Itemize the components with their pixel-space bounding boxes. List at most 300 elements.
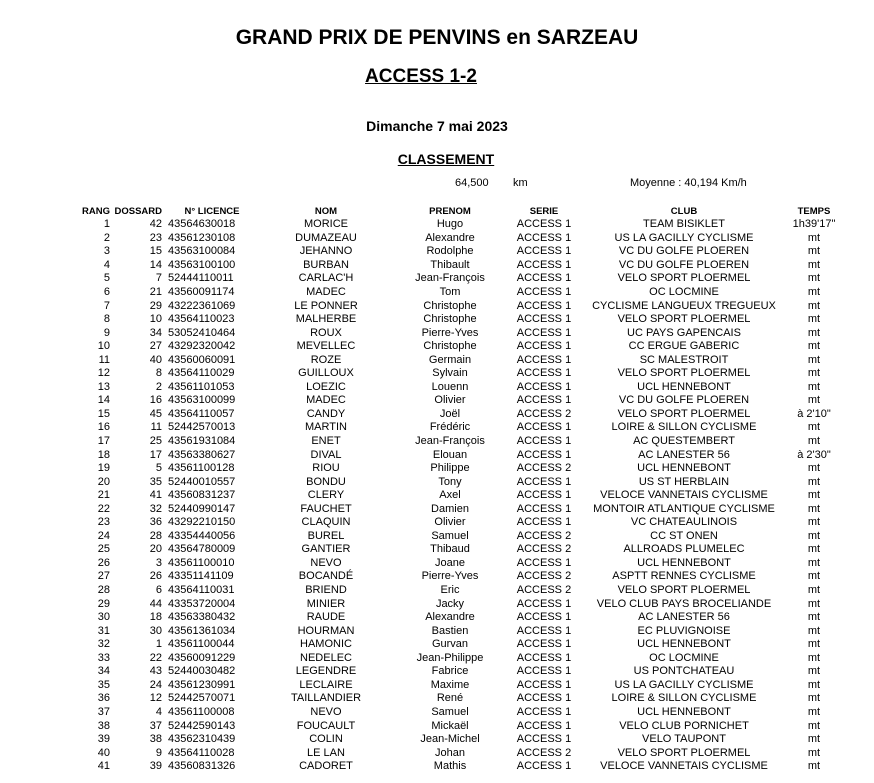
table-row xyxy=(78,733,844,747)
cell-licence: 53052410464 xyxy=(168,326,236,339)
cell-club: ASPTT RENNES CYCLISME xyxy=(612,570,756,583)
cell-dossard: 41 xyxy=(149,489,162,502)
table-row xyxy=(78,326,844,340)
cell-club: LOIRE & SILLON CYCLISME xyxy=(611,421,757,434)
cell-club: UCL HENNEBONT xyxy=(637,638,731,651)
cell-nom: BRIEND xyxy=(305,584,347,597)
cell-temps: mt xyxy=(807,489,821,502)
cell-prenom: Rodolphe xyxy=(426,245,474,258)
table-row xyxy=(78,516,844,530)
table-row xyxy=(78,367,844,381)
cell-temps: mt xyxy=(807,353,821,366)
table-row xyxy=(78,760,844,774)
cell-club: AC LANESTER 56 xyxy=(638,611,730,624)
cell-nom: BOCANDÉ xyxy=(298,570,354,583)
cell-licence: 43354440056 xyxy=(168,529,236,542)
cell-nom: RIOU xyxy=(312,462,340,475)
table-row xyxy=(78,259,844,273)
cell-prenom: René xyxy=(436,692,464,705)
cell-dossard: 9 xyxy=(155,746,162,759)
cell-prenom: Gurvan xyxy=(431,638,469,651)
cell-temps: mt xyxy=(807,231,821,244)
cell-licence: 52440030482 xyxy=(168,665,236,678)
cell-serie: ACCESS 1 xyxy=(516,340,572,353)
cell-nom: ROUX xyxy=(310,326,342,339)
cell-nom: ROZE xyxy=(310,353,342,366)
cell-nom: COLIN xyxy=(309,733,343,746)
cell-licence: 43562310439 xyxy=(168,733,236,746)
cell-dossard: 39 xyxy=(149,760,162,773)
cell-club: AC QUESTEMBERT xyxy=(633,435,735,448)
cell-dossard: 8 xyxy=(155,367,162,380)
cell-prenom: Tom xyxy=(439,286,461,298)
cell-temps: mt xyxy=(807,502,821,515)
cell-dossard: 38 xyxy=(149,733,162,746)
table-row xyxy=(78,218,844,232)
table-row xyxy=(78,489,844,503)
cell-prenom: Axel xyxy=(439,489,461,502)
cell-licence: 43564110023 xyxy=(168,313,235,326)
cell-licence: 52442570013 xyxy=(168,421,236,434)
cell-temps: mt xyxy=(807,475,821,488)
cell-licence: 43561100008 xyxy=(168,705,235,718)
cell-club: VELO SPORT PLOERMEL xyxy=(617,313,751,326)
cell-nom: BUREL xyxy=(307,529,345,542)
cell-nom: DIVAL xyxy=(310,448,342,461)
cell-rang: 12 xyxy=(97,367,110,380)
cell-nom: NEVO xyxy=(310,556,342,569)
race-date: Dimanche 7 mai 2023 xyxy=(366,118,508,134)
cell-nom: MARTIN xyxy=(305,421,347,434)
cell-club: CC ERGUE GABERIC xyxy=(628,340,740,353)
cell-club: MONTOIR ATLANTIQUE CYCLISME xyxy=(593,502,775,515)
cell-nom: GANTIER xyxy=(301,543,351,556)
col-header-club: CLUB xyxy=(670,205,698,217)
cell-licence: 43292210150 xyxy=(168,516,236,529)
page-title: GRAND PRIX DE PENVINS en SARZEAU xyxy=(235,26,639,49)
cell-temps: à 2'10" xyxy=(797,407,831,420)
cell-serie: ACCESS 1 xyxy=(516,286,572,298)
cell-temps: mt xyxy=(807,367,821,380)
cell-licence: 43564780009 xyxy=(168,543,236,556)
cell-club: VELOCE VANNETAIS CYCLISME xyxy=(600,489,768,502)
cell-dossard: 21 xyxy=(149,286,162,298)
col-header-prenom: PRENOM xyxy=(429,205,471,217)
distance-unit: km xyxy=(513,177,528,189)
table-row xyxy=(78,597,844,611)
cell-nom: NEVO xyxy=(310,705,342,718)
cell-licence: 43351141109 xyxy=(168,570,234,583)
cell-rang: 2 xyxy=(103,231,110,244)
table-row xyxy=(78,299,844,313)
cell-club: LOIRE & SILLON CYCLISME xyxy=(611,692,757,705)
table-row xyxy=(78,652,844,666)
table-row xyxy=(78,475,844,489)
cell-serie: ACCESS 1 xyxy=(516,760,572,773)
cell-licence: 43561100010 xyxy=(168,556,235,569)
cell-temps: mt xyxy=(807,435,821,448)
cell-dossard: 6 xyxy=(155,584,162,597)
cell-serie: ACCESS 1 xyxy=(516,597,572,610)
cell-club: UCL HENNEBONT xyxy=(637,462,731,475)
cell-club: UCL HENNEBONT xyxy=(637,380,731,393)
cell-dossard: 28 xyxy=(149,529,162,542)
cell-rang: 41 xyxy=(97,760,110,773)
table-row xyxy=(78,408,844,422)
cell-dossard: 3 xyxy=(155,556,162,569)
cell-serie: ACCESS 1 xyxy=(516,394,572,407)
cell-club: UCL HENNEBONT xyxy=(637,556,731,569)
cell-club: VC DU GOLFE PLOEREN xyxy=(618,394,750,407)
cell-dossard: 2 xyxy=(155,380,162,393)
col-header-licence: N° LICENCE xyxy=(184,205,240,217)
cell-temps: mt xyxy=(807,692,821,705)
cell-club: US LA GACILLY CYCLISME xyxy=(614,231,754,244)
cell-club: VELO SPORT PLOERMEL xyxy=(617,584,751,597)
cell-temps: mt xyxy=(807,570,821,583)
cell-temps: mt xyxy=(807,597,821,610)
cell-rang: 37 xyxy=(97,705,110,718)
cell-licence: 43564110031 xyxy=(168,584,235,597)
cell-prenom: Thibault xyxy=(430,258,470,271)
cell-serie: ACCESS 1 xyxy=(516,556,572,569)
cell-club: VELO SPORT PLOERMEL xyxy=(617,407,751,420)
cell-temps: mt xyxy=(807,394,821,407)
cell-rang: 7 xyxy=(103,299,110,312)
cell-nom: MORICE xyxy=(304,218,348,231)
col-header-dossard: DOSSARD xyxy=(114,205,162,217)
cell-club: SC MALESTROIT xyxy=(639,353,729,366)
cell-nom: RAUDE xyxy=(306,611,346,624)
table-row xyxy=(78,638,844,652)
table-row xyxy=(78,530,844,544)
col-header-nom: NOM xyxy=(314,205,338,217)
cell-nom: HAMONIC xyxy=(300,638,352,651)
cell-serie: ACCESS 1 xyxy=(516,516,572,529)
cell-dossard: 12 xyxy=(149,692,162,705)
cell-licence: 43560831326 xyxy=(168,760,236,773)
table-row xyxy=(78,624,844,638)
table-header-row xyxy=(78,204,844,218)
cell-rang: 21 xyxy=(97,489,110,502)
cell-prenom: Philippe xyxy=(430,462,470,475)
cell-licence: 43561361034 xyxy=(168,624,236,637)
cell-prenom: Christophe xyxy=(423,340,477,353)
cell-prenom: Samuel xyxy=(431,705,469,718)
cell-nom: BONDU xyxy=(306,475,346,488)
table-row xyxy=(78,421,844,435)
cell-dossard: 23 xyxy=(149,231,162,244)
cell-nom: CANDY xyxy=(306,407,346,420)
cell-temps: mt xyxy=(807,516,821,529)
cell-serie: ACCESS 1 xyxy=(516,719,572,732)
cell-licence: 43561101053 xyxy=(168,380,235,393)
table-row xyxy=(78,381,844,395)
cell-club: TEAM BISIKLET xyxy=(643,218,725,231)
table-row xyxy=(78,706,844,720)
cell-prenom: Johan xyxy=(435,746,465,759)
cell-temps: mt xyxy=(807,543,821,556)
cell-licence: 43560060091 xyxy=(168,353,236,366)
cell-dossard: 27 xyxy=(149,340,162,353)
cell-nom: DUMAZEAU xyxy=(295,231,357,244)
cell-dossard: 1 xyxy=(155,638,162,651)
cell-licence: 52442590143 xyxy=(168,719,236,732)
cell-rang: 30 xyxy=(97,611,110,624)
cell-temps: mt xyxy=(807,272,821,285)
table-row xyxy=(78,448,844,462)
cell-rang: 29 xyxy=(97,597,110,610)
cell-rang: 23 xyxy=(97,516,110,529)
table-row xyxy=(78,611,844,625)
table-row xyxy=(78,313,844,327)
cell-club: VELO TAUPONT xyxy=(642,733,726,746)
cell-serie: ACCESS 1 xyxy=(516,502,572,515)
cell-rang: 10 xyxy=(97,340,110,353)
cell-dossard: 35 xyxy=(149,475,162,488)
cell-licence: 43353720004 xyxy=(168,597,236,610)
cell-licence: 43563100084 xyxy=(168,245,236,258)
cell-nom: ENET xyxy=(311,435,341,448)
cell-prenom: Jean-François xyxy=(415,272,485,285)
col-header-serie: SERIE xyxy=(529,205,559,217)
cell-nom: CADORET xyxy=(299,760,353,773)
cell-club: VELO CLUB PORNICHET xyxy=(619,719,749,732)
cell-prenom: Christophe xyxy=(423,313,477,326)
cell-prenom: Joël xyxy=(439,407,461,420)
cell-prenom: Hugo xyxy=(436,218,464,231)
cell-rang: 38 xyxy=(97,719,110,732)
cell-prenom: Bastien xyxy=(431,624,469,637)
cell-licence: 43564110057 xyxy=(168,407,235,420)
cell-prenom: Pierre-Yves xyxy=(421,326,479,339)
cell-nom: BURBAN xyxy=(303,258,349,271)
cell-club: VC DU GOLFE PLOEREN xyxy=(618,258,750,271)
cell-nom: NEDELEC xyxy=(300,651,352,664)
cell-club: US LA GACILLY CYCLISME xyxy=(614,678,754,691)
cell-club: CC ST ONEN xyxy=(650,529,718,542)
cell-temps: 1h39'17" xyxy=(792,218,836,231)
cell-rang: 19 xyxy=(97,462,110,475)
results-table xyxy=(78,204,844,773)
cell-dossard: 40 xyxy=(149,353,162,366)
cell-rang: 31 xyxy=(97,624,110,637)
cell-rang: 9 xyxy=(103,326,110,339)
cell-temps: mt xyxy=(807,245,821,258)
cell-rang: 39 xyxy=(97,733,110,746)
cell-serie: ACCESS 1 xyxy=(516,218,572,231)
cell-dossard: 43 xyxy=(149,665,162,678)
cell-serie: ACCESS 1 xyxy=(516,231,572,244)
cell-rang: 13 xyxy=(97,380,110,393)
cell-nom: CLERY xyxy=(307,489,345,502)
cell-nom: LEGENDRE xyxy=(295,665,357,678)
cell-rang: 3 xyxy=(103,245,110,258)
cell-dossard: 26 xyxy=(149,570,162,583)
cell-licence: 43561100044 xyxy=(168,638,235,651)
table-row xyxy=(78,232,844,246)
cell-serie: ACCESS 1 xyxy=(516,624,572,637)
cell-rang: 16 xyxy=(97,421,110,434)
cell-prenom: Eric xyxy=(440,584,460,597)
cell-serie: ACCESS 1 xyxy=(516,665,572,678)
table-row xyxy=(78,557,844,571)
table-row xyxy=(78,340,844,354)
cell-club: OC LOCMINE xyxy=(649,286,719,298)
cell-serie: ACCESS 1 xyxy=(516,326,572,339)
cell-club: UC PAYS GAPENCAIS xyxy=(627,326,741,339)
table-row xyxy=(78,746,844,760)
cell-nom: CARLAC'H xyxy=(298,272,354,285)
results-body xyxy=(78,218,844,773)
cell-prenom: Pierre-Yves xyxy=(421,570,479,583)
cell-temps: à 2'30" xyxy=(797,448,831,461)
cell-temps: mt xyxy=(807,705,821,718)
cell-serie: ACCESS 1 xyxy=(516,380,572,393)
cell-dossard: 16 xyxy=(149,394,162,407)
cell-serie: ACCESS 2 xyxy=(516,529,572,542)
cell-rang: 27 xyxy=(97,570,110,583)
cell-club: VELO SPORT PLOERMEL xyxy=(617,272,751,285)
cell-dossard: 17 xyxy=(149,448,162,461)
cell-licence: 43561931084 xyxy=(168,435,236,448)
cell-licence: 43561100128 xyxy=(168,462,235,475)
cell-temps: mt xyxy=(807,611,821,624)
cell-rang: 6 xyxy=(103,286,110,298)
cell-temps: mt xyxy=(807,421,821,434)
cell-serie: ACCESS 2 xyxy=(516,407,572,420)
table-row xyxy=(78,679,844,693)
cell-temps: mt xyxy=(807,584,821,597)
cell-rang: 22 xyxy=(97,502,110,515)
cell-club: VELO CLUB PAYS BROCELIANDE xyxy=(596,597,772,610)
cell-rang: 11 xyxy=(98,353,110,366)
cell-prenom: Jean-François xyxy=(415,435,485,448)
cell-dossard: 29 xyxy=(149,299,162,312)
cell-rang: 4 xyxy=(103,258,110,271)
cell-rang: 20 xyxy=(97,475,110,488)
cell-rang: 8 xyxy=(103,313,110,326)
cell-dossard: 30 xyxy=(149,624,162,637)
cell-nom: MADEC xyxy=(306,394,346,407)
table-row xyxy=(78,435,844,449)
cell-prenom: Jean-Philippe xyxy=(416,651,484,664)
cell-licence: 43560091174 xyxy=(168,286,235,298)
col-header-rang: RANG xyxy=(82,205,110,217)
cell-nom: TAILLANDIER xyxy=(290,692,362,705)
cell-licence: 43564630018 xyxy=(168,218,236,231)
cell-prenom: Thibaud xyxy=(430,543,470,556)
cell-nom: JEHANNO xyxy=(299,245,353,258)
cell-nom: LECLAIRE xyxy=(299,678,353,691)
cell-club: VC CHATEAULINOIS xyxy=(630,516,738,529)
cell-nom: GUILLOUX xyxy=(298,367,354,380)
cell-licence: 43560091229 xyxy=(168,651,236,664)
cell-dossard: 15 xyxy=(149,245,162,258)
cell-temps: mt xyxy=(807,651,821,664)
cell-club: EC PLUVIGNOISE xyxy=(637,624,731,637)
table-row xyxy=(78,272,844,286)
cell-rang: 14 xyxy=(97,394,110,407)
cell-club: US ST HERBLAIN xyxy=(638,475,730,488)
cell-prenom: Jean-Michel xyxy=(420,733,480,746)
cell-rang: 32 xyxy=(97,638,110,651)
cell-licence: 43563100100 xyxy=(168,258,236,271)
table-row xyxy=(78,462,844,476)
cell-licence: 43561230991 xyxy=(168,678,236,691)
cell-serie: ACCESS 1 xyxy=(516,651,572,664)
cell-temps: mt xyxy=(807,760,821,773)
cell-club: US PONTCHATEAU xyxy=(633,665,735,678)
cell-nom: MALHERBE xyxy=(295,313,357,326)
cell-temps: mt xyxy=(807,638,821,651)
cell-prenom: Olivier xyxy=(434,394,466,407)
cell-licence: 43563100099 xyxy=(168,394,236,407)
cell-dossard: 25 xyxy=(149,435,162,448)
cell-serie: ACCESS 2 xyxy=(516,570,572,583)
section-title: CLASSEMENT xyxy=(397,151,495,167)
cell-rang: 1 xyxy=(103,218,110,231)
cell-prenom: Joane xyxy=(435,556,465,569)
cell-licence: 52442570071 xyxy=(168,692,236,705)
cell-serie: ACCESS 1 xyxy=(516,258,572,271)
table-row xyxy=(78,286,844,300)
cell-dossard: 18 xyxy=(149,611,162,624)
cell-serie: ACCESS 1 xyxy=(516,435,572,448)
cell-rang: 17 xyxy=(97,435,110,448)
cell-temps: mt xyxy=(807,719,821,732)
cell-serie: ACCESS 1 xyxy=(516,489,572,502)
cell-rang: 18 xyxy=(97,448,110,461)
cell-serie: ACCESS 1 xyxy=(516,353,572,366)
cell-serie: ACCESS 1 xyxy=(516,705,572,718)
cell-licence: 43563380627 xyxy=(168,448,236,461)
cell-prenom: Maxime xyxy=(430,678,470,691)
cell-dossard: 45 xyxy=(149,407,162,420)
cell-serie: ACCESS 2 xyxy=(516,746,572,759)
col-header-temps: TEMPS xyxy=(797,205,831,217)
cell-dossard: 32 xyxy=(149,502,162,515)
cell-nom: MINIER xyxy=(306,597,346,610)
cell-dossard: 44 xyxy=(149,597,162,610)
cell-serie: ACCESS 1 xyxy=(516,367,572,380)
cell-temps: mt xyxy=(807,313,821,326)
cell-prenom: Jacky xyxy=(435,597,465,610)
cell-licence: 52444110011 xyxy=(168,272,234,285)
cell-nom: MADEC xyxy=(306,286,346,298)
cell-licence: 43222361069 xyxy=(168,299,236,312)
cell-rang: 33 xyxy=(97,651,110,664)
cell-temps: mt xyxy=(807,746,821,759)
cell-dossard: 37 xyxy=(149,719,162,732)
cell-temps: mt xyxy=(807,286,821,298)
cell-serie: ACCESS 1 xyxy=(516,475,572,488)
cell-dossard: 14 xyxy=(149,258,162,271)
cell-licence: 43560831237 xyxy=(168,489,236,502)
cell-dossard: 11 xyxy=(150,421,162,434)
cell-licence: 43563380432 xyxy=(168,611,236,624)
cell-nom: LE LAN xyxy=(307,746,345,759)
cell-prenom: Damien xyxy=(431,502,469,515)
cell-serie: ACCESS 1 xyxy=(516,733,572,746)
cell-rang: 40 xyxy=(97,746,110,759)
cell-temps: mt xyxy=(807,326,821,339)
cell-prenom: Mathis xyxy=(433,760,467,773)
cell-nom: LE PONNER xyxy=(294,299,358,312)
cell-serie: ACCESS 2 xyxy=(516,543,572,556)
cell-rang: 5 xyxy=(103,272,110,285)
cell-rang: 35 xyxy=(97,678,110,691)
